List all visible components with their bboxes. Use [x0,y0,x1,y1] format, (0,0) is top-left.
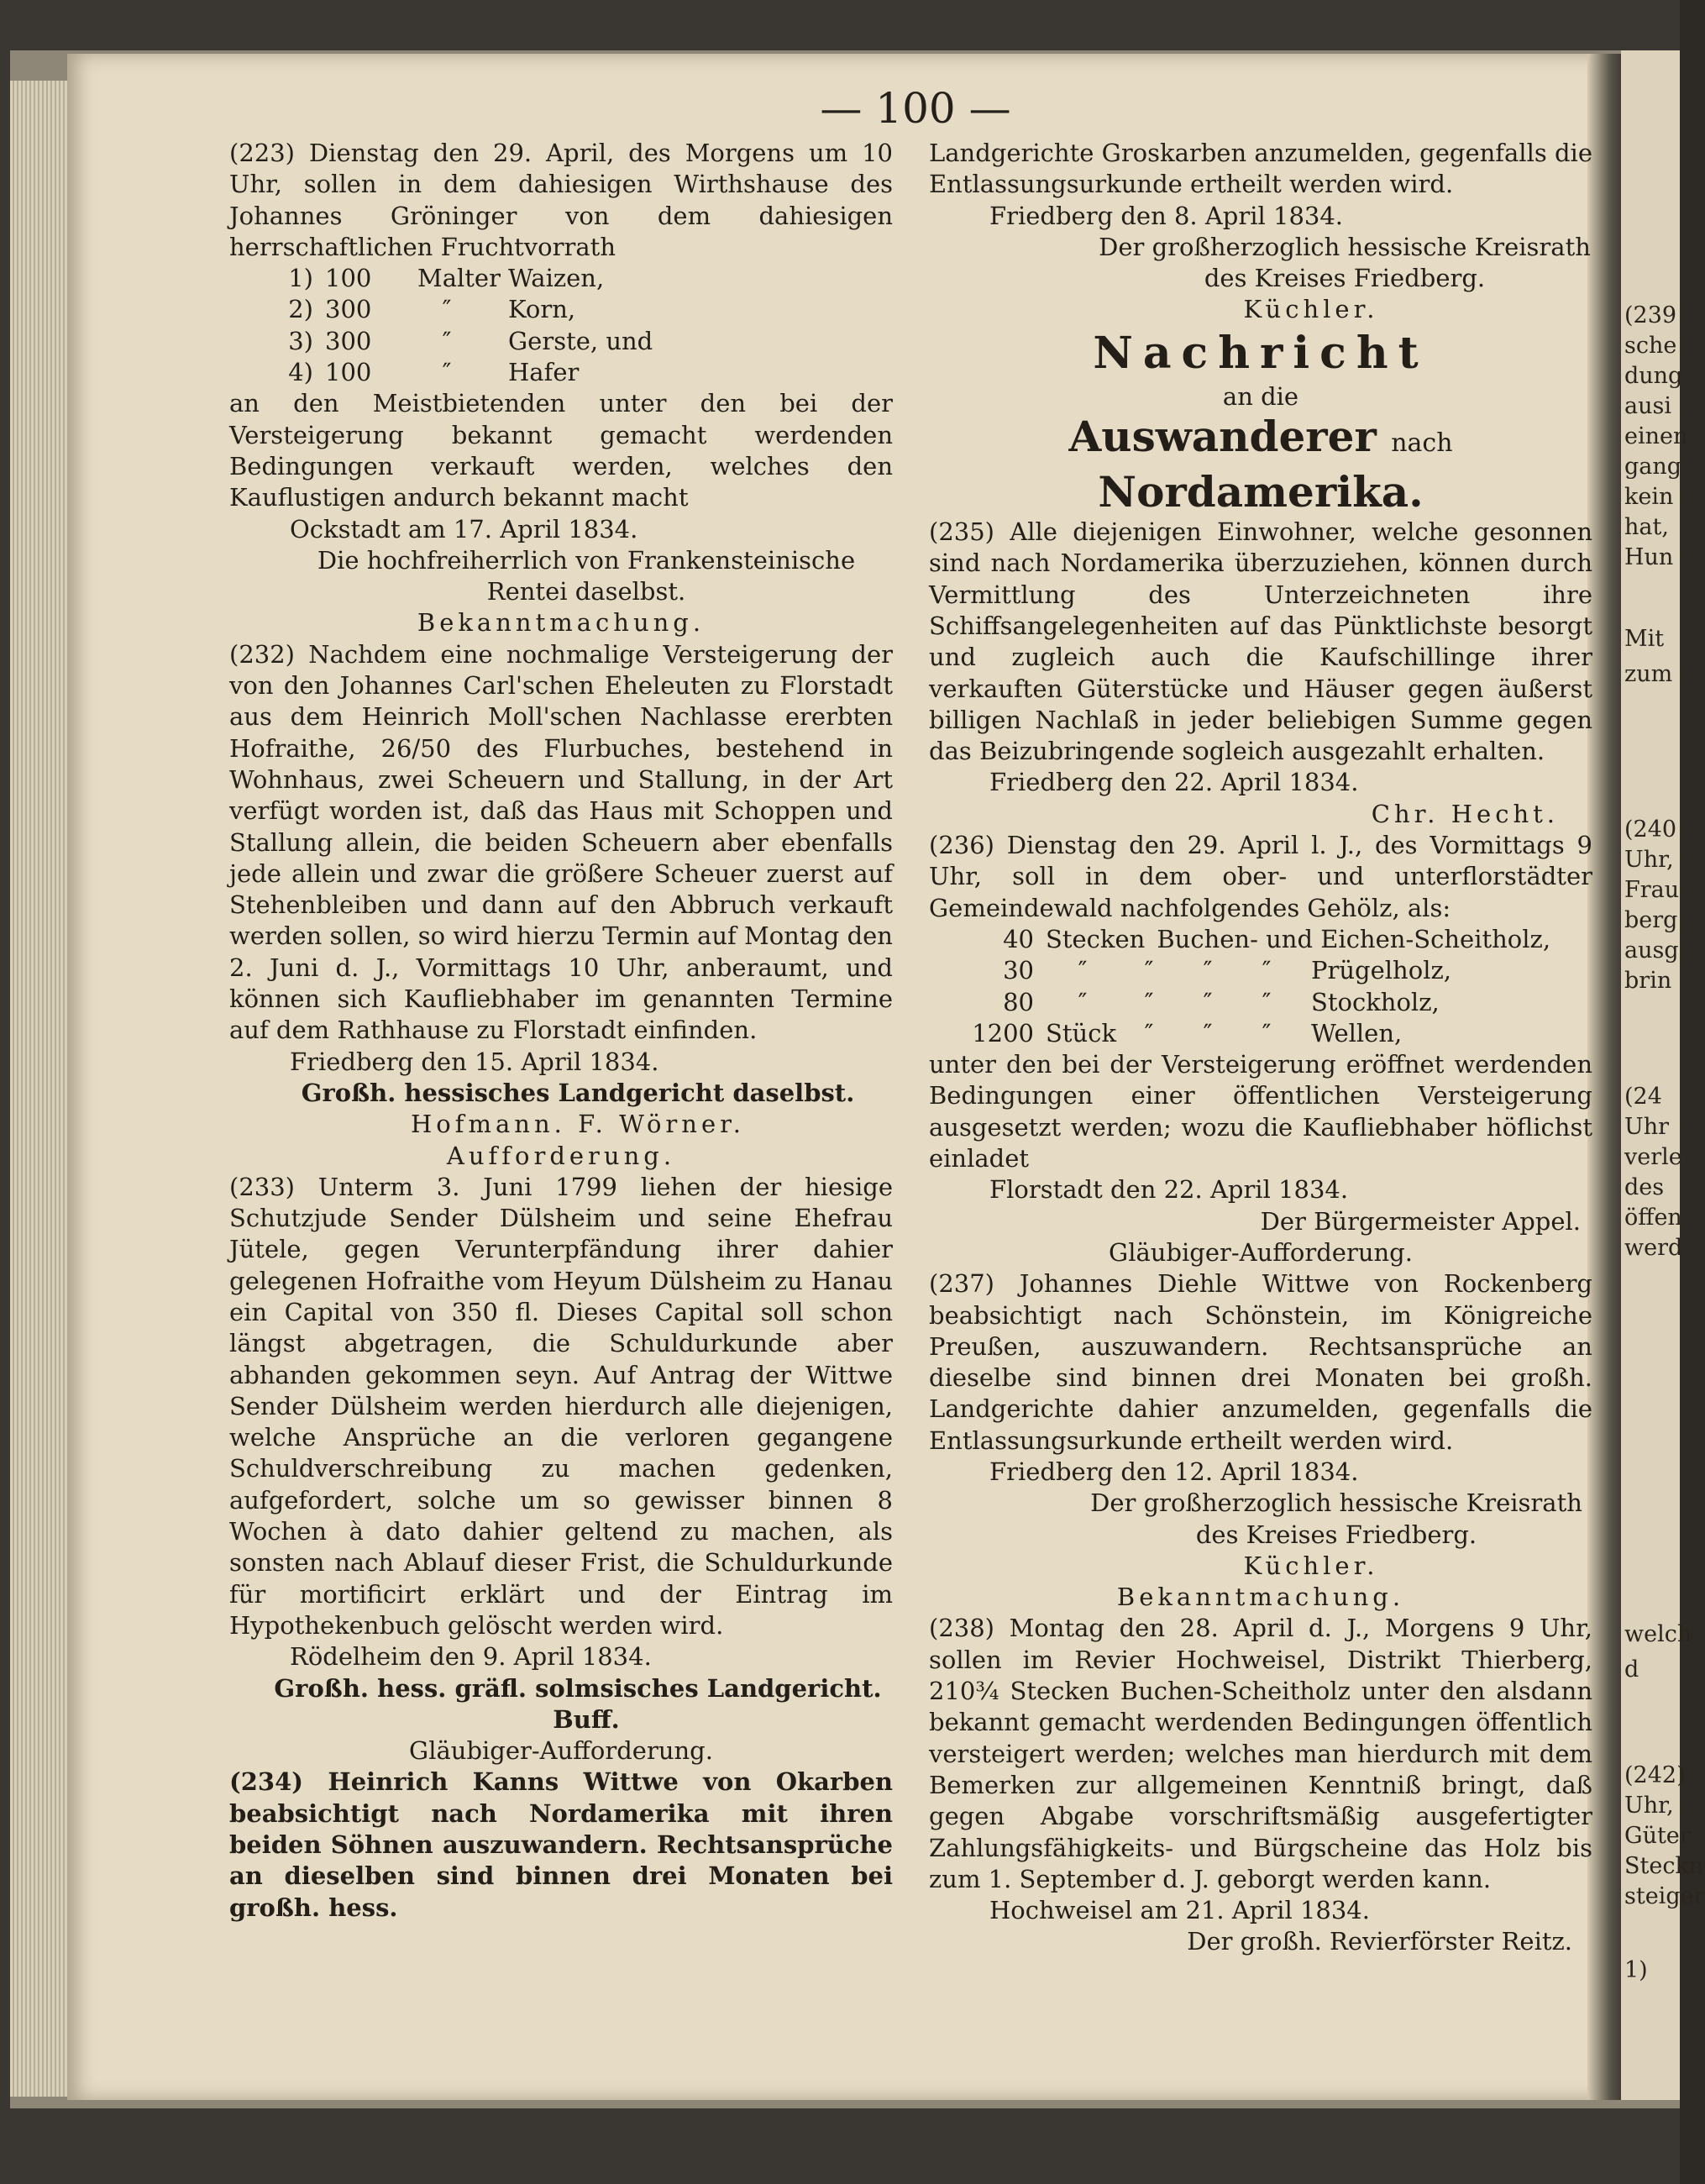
place-date: Florstadt den 22. April 1834. [989,1175,1349,1205]
signature: Küchler. [1243,295,1379,324]
signature: Der großh. Revierförster Reitz. [1187,1927,1572,1956]
list-item-unit: ″ [442,295,452,324]
next-page-text: des [1624,1174,1665,1200]
next-page-text: Uhr, [1624,847,1674,873]
list-item [229,294,893,325]
list-item-desc: Prügelholz, [1311,956,1451,985]
list-item-good: Waizen, [508,264,605,293]
ditto-mark: ″ [1144,956,1154,985]
next-page-text: berg [1624,907,1678,933]
list-item-good: Gerste, und [508,326,653,355]
list-item-qty: 1200 [972,1018,1034,1047]
headline-connector: nach [1391,428,1453,459]
next-page-text: (24 [1624,1084,1662,1110]
next-page-text: Uhr [1624,1114,1670,1140]
signature: Buff. [553,1704,620,1734]
list-item-unit: ″ [1078,956,1088,985]
notice-223-text-cont: an den Meistbietenden unter den bei der Versteigerung bekannt gemacht werdenden Bedingungen verkauft werden, welches den Kauflustigen andurch bekannt macht [229,389,893,512]
list-item-unit: ″ [1078,987,1088,1016]
list-item [929,924,1592,955]
right-column [929,138,1592,1958]
list-item-desc: Buchen- und Eichen-Scheitholz, [1157,924,1551,953]
list-item-good: Korn, [508,295,576,324]
notice-234-text: (234) Heinrich Kanns Wittwe von Okarben beabsichtigt nach Nordamerika mit ihren beiden Söhnen auszuwandern. Rechtsansprüche an dieselben sind binnen drei Monaten bei großh. hess. [229,1767,893,1922]
next-page-text: Steckn [1624,1853,1704,1879]
authority: Großh. hess. gräfl. solmsisches Landgericht. [274,1673,882,1703]
notice-232-text: (232) Nachdem eine nochmalige Versteigerung der von den Johannes Carl'schen Eheleuten zu Florstadt aus dem Heinrich Moll'schen Nachlasse ererbten Hofraithe, 26/50 des Flurbuches, bestehend in Wohnhaus, zwei Scheuern und Stallung, in der Art verfügt worden ist, daß das Haus mit Schoppen und Stallung allein, die beiden Scheuern aber ebenfalls jede allein und zwar die größere Scheuer zuerst auf Stehenbleiben und dann auf den Abbruch verkauft werden sollen, so wird hierzu Termin auf Montag den 2. Juni d. J., Vormittags 10 Uhr, anberaumt, und können sich Kaufliebhaber im genannten Termine auf dem Rathhause zu Florstadt einfinden. [229,639,893,1045]
ditto-mark: ″ [1144,1018,1154,1047]
list-item-unit: Malter [417,264,501,293]
list-item-qty: 30 [1003,956,1034,985]
list-item-number: 3) [288,326,313,355]
next-page-text: hat, [1624,514,1669,540]
list-item [229,357,893,388]
place-date: Hochweisel am 21. April 1834. [989,1896,1370,1925]
list-item-qty: 80 [1003,987,1034,1016]
signature: Chr. Hecht. [1371,799,1559,828]
next-page-text: einen [1624,423,1688,449]
authority: Der großherzoglich hessische Kreisrath des Kreises Friedberg. [1090,1488,1582,1549]
next-page-fragment [1621,50,1705,2100]
headline-part-b: Nordamerika. [1098,467,1424,517]
page-number: — 100 — [820,84,1011,133]
list-item-unit: Stück [1046,1018,1117,1047]
place-date: Rödelheim den 9. April 1834. [290,1642,652,1672]
list-item-desc: Wellen, [1311,1018,1403,1047]
list-item [229,263,893,294]
list-item [929,955,1592,986]
list-item-desc: Stockholz, [1311,987,1440,1016]
list-item-number: 1) [288,264,313,293]
place-date: Friedberg den 22. April 1834. [989,768,1359,797]
list-item-number: 4) [288,358,313,387]
next-page-text: (239 [1624,302,1677,328]
page-edges [10,81,69,2097]
next-page-text: ausg [1624,937,1679,963]
next-page-text: Uhr, [1624,1793,1674,1819]
list-item-unit: Stecken [1046,924,1146,953]
notice-223-text: (223) Dienstag den 29. April, des Morgens um 10 Uhr, sollen in dem dahiesigen Wirthshause des Johannes Gröninger von dem dahiesigen herrschaftlichen Fruchtvorrath [229,139,893,261]
notice-236-text: (236) Dienstag den 29. April l. J., des Vormittags 9 Uhr, soll in dem ober- und unterflorstädter Gemeindewald nachfolgendes Gehölz, als: [929,831,1592,922]
notice-223-list [229,263,893,388]
next-page-text: Frau [1624,877,1680,903]
next-page-text: kein [1624,484,1674,510]
place-date: Friedberg den 12. April 1834. [989,1457,1359,1486]
ditto-mark: ″ [1203,1018,1213,1047]
section-heading: Gläubiger-Aufforderung. [409,1736,713,1766]
list-item [929,1018,1592,1049]
notice-237-text: (237) Johannes Diehle Wittwe von Rockenberg beabsichtigt nach Schönstein, im Königreiche Preußen, auszuwandern. Rechtsansprüche an dieselbe sind binnen drei Monaten bei großh. Landgerichte dahier anzumelden, gegenfalls die Entlassungsurkunde ertheilt werden wird. [929,1269,1592,1455]
signature: Die hochfreiherrlich von Frankensteinische Rentei daselbst. [317,545,856,606]
next-page-text: werd [1624,1235,1683,1261]
notice-235-text: (235) Alle diejenigen Einwohner, welche gesonnen sind nach Nordamerika überzuziehen, können durch Vermittlung des Unterzeichneten ihre Schiffsangelegenheiten auf das Pünktlichste besorgt und zugleich auch die Kaufschillinge ihrer verkauften Güterstücke und Häuser gegen äußerst billigen Nachlaß in jeder beliebigen Summe gegen das Beizubringende sogleich ausgezahlt erhalten. [929,517,1592,766]
list-item-qty: 100 [325,264,372,293]
ditto-mark: ″ [1262,956,1272,985]
next-page-text: gang [1624,454,1682,480]
next-page-text: brin [1624,968,1672,994]
left-column [229,138,893,1924]
next-page-text: dung [1624,363,1683,389]
headline-part-a: Auswanderer [1068,412,1377,462]
signature: Hofmann. F. Wörner. [411,1110,745,1139]
list-item [929,987,1592,1018]
place-date: Friedberg den 15. April 1834. [290,1047,659,1076]
next-page-text: öffen [1624,1205,1682,1231]
list-item-qty: 300 [325,295,372,324]
next-page-text: sche [1624,333,1677,359]
ditto-mark: ″ [1203,987,1213,1016]
section-heading: Aufforderung. [446,1141,676,1170]
list-item-qty: 300 [325,326,372,355]
notice-headline [929,412,1592,517]
section-heading: Bekanntmachung. [1116,1583,1405,1612]
ditto-mark: ″ [1262,1018,1272,1047]
next-page-text: welch [1624,1621,1692,1647]
list-item-number: 2) [288,295,313,324]
next-page-text: (240 [1624,816,1677,843]
list-item-unit: ″ [442,358,452,387]
ditto-mark: ″ [1203,956,1213,985]
authority: Der großherzoglich hessische Kreisrath des Kreises Friedberg. [1099,232,1591,293]
place-date: Friedberg den 8. April 1834. [989,201,1344,230]
section-heading: Gläubiger-Aufforderung. [1109,1237,1413,1267]
notice-subtitle: an die [1222,381,1299,411]
next-page-text: verle [1624,1144,1682,1170]
authority: Großh. hessisches Landgericht daselbst. [301,1078,855,1107]
list-item [229,326,893,357]
notice-234-text-cont: Landgerichte Groskarben anzumelden, gegenfalls die Entlassungsurkunde ertheilt werden wird. [929,139,1592,199]
list-item-unit: ″ [442,326,452,355]
ditto-mark: ″ [1144,987,1154,1016]
notice-236-list [929,924,1592,1049]
notice-236-text-cont: unter den bei der Versteigerung eröffnet werdenden Bedingungen einer öffentlichen Versteigerung ausgesetzt werden; wozu die Kaufliebhaber höflichst einladet [929,1050,1592,1173]
signature: Küchler. [1243,1551,1379,1580]
next-page-text: Hun [1624,544,1674,570]
next-page-text: (242) [1624,1762,1686,1788]
next-page-text: ausi [1624,393,1671,419]
next-page-text: steiger [1624,1883,1705,1909]
notice-238-text: (238) Montag den 28. April d. J., Morgens 9 Uhr, sollen im Revier Hochweisel, Distrikt Thierberg, 210¾ Stecken Buchen-Scheitholz unter den alsdann bekannt gemacht werdenden Bedingungen öffentlich versteigert werden; welches man hierdurch mit dem Bemerken zur allgemeinen Kenntniß bringt, daß gegen Abgabe vorschriftsmäßig ausgefertigter Zahlungsfähigkeits- und Bürgscheine das Holz bis zum 1. September d. J. geborgt werden kann. [929,1614,1592,1893]
notice-233-text: (233) Unterm 3. Juni 1799 liehen der hiesige Schutzjude Sender Dülsheim und seine Ehefrau Jütele, gegen Verunterpfändung ihrer dahier gelegenen Hofraithe vom Heyum Dülsheim zu Hanau ein Capital von 350 fl. Dieses Capital soll schon längst abgetragen, die Schuldurkunde aber abhanden gekommen seyn. Auf Antrag der Wittwe Sender Dülsheim werden hierdurch alle diejenigen, welche Ansprüche an die verloren gegangene Schuldverschreibung zu machen gedenken, aufgefordert, solche um so gewisser binnen 8 Wochen à dato dahier geltend zu machen, als sonsten nach Ablauf dieser Frist, die Schuldurkunde für mortificirt erklärt und der Eintrag im Hypothekenbuch gelöscht werden wird. [229,1172,893,1640]
next-page-text: 1) [1624,1957,1648,1983]
place-date: Ockstadt am 17. April 1834. [290,514,638,543]
list-item-qty: 40 [1003,924,1034,953]
list-item-qty: 100 [325,358,372,387]
next-page-text: Mit [1624,626,1665,652]
next-page-text: d [1624,1656,1639,1683]
section-heading: Bekanntmachung. [417,608,706,638]
signature: Der Bürgermeister Appel. [1260,1206,1581,1236]
list-item-good: Hafer [508,358,580,387]
next-page-text: Güter [1624,1823,1691,1849]
ditto-mark: ″ [1262,987,1272,1016]
notice-title: Nachricht [1093,327,1429,379]
next-page-text: zum [1624,661,1673,687]
